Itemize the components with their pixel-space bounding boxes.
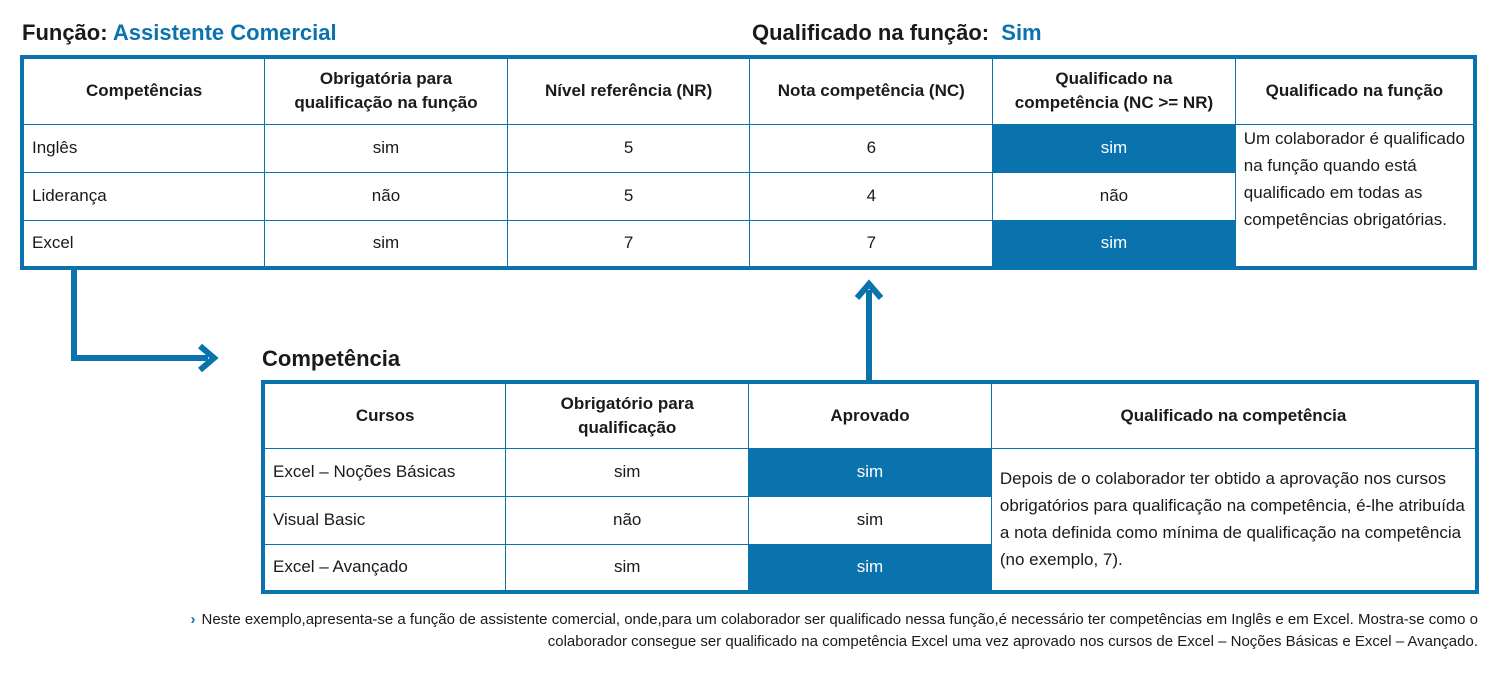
cell-nc: 6 bbox=[750, 124, 993, 172]
footnote-line-1 bbox=[30, 609, 1478, 631]
cell-nc: 7 bbox=[750, 220, 993, 268]
cell-qualificado-highlight: sim bbox=[993, 124, 1236, 172]
cell-aprovado-highlight: sim bbox=[749, 544, 992, 592]
cell-obrigatoria: sim bbox=[265, 124, 508, 172]
competencia-title: Competência bbox=[262, 346, 401, 371]
cell-competencia: Excel bbox=[22, 220, 265, 268]
column-header: Qualificado na função bbox=[1235, 57, 1475, 124]
cell-curso: Visual Basic bbox=[263, 496, 506, 544]
footnote-text-1: Neste exemplo,apresenta-se a função de assistente comercial, onde,para um colaborador ser qualificado nessa função,é necessário ter competências em Inglês e em Excel. Mostra-se como o bbox=[201, 611, 1478, 628]
cell-aprovado: sim bbox=[749, 496, 992, 544]
cell-obrigatoria: sim bbox=[265, 220, 508, 268]
table-header-row bbox=[263, 382, 1477, 448]
chevron-right-icon: › bbox=[190, 611, 196, 628]
column-header: Obrigatório para qualificação bbox=[506, 382, 749, 448]
cursos-table bbox=[261, 380, 1479, 594]
footnote-line-2: colaborador consegue ser qualificado na competência Excel uma vez aprovado nos cursos de Excel – Noções Básicas e Excel – Avançado. bbox=[547, 633, 1478, 650]
funcao-value: Assistente Comercial bbox=[112, 20, 337, 45]
column-header: Nota competência (NC) bbox=[750, 57, 993, 124]
qualificado-funcao-note: Um colaborador é qualificado na função quando está qualificado em todas as competências obrigatórias. bbox=[1235, 124, 1475, 268]
cell-nr: 5 bbox=[507, 172, 750, 220]
cell-nc: 4 bbox=[750, 172, 993, 220]
column-header: Cursos bbox=[263, 382, 506, 448]
qualificado-funcao-value: Sim bbox=[1001, 20, 1042, 45]
cell-curso: Excel – Noções Básicas bbox=[263, 448, 506, 496]
arrow-up-icon bbox=[857, 284, 881, 380]
cell-obrigatorio: não bbox=[506, 496, 749, 544]
cell-qualificado: não bbox=[993, 172, 1236, 220]
cell-competencia: Inglês bbox=[22, 124, 265, 172]
column-header: Nível referência (NR) bbox=[507, 57, 750, 124]
cell-qualificado-highlight: sim bbox=[993, 220, 1236, 268]
cell-nr: 5 bbox=[507, 124, 750, 172]
cell-obrigatorio: sim bbox=[506, 544, 749, 592]
column-header: Aprovado bbox=[749, 382, 992, 448]
column-header: Qualificado na competência (NC >= NR) bbox=[993, 57, 1236, 124]
column-header: Obrigatória para qualificação na função bbox=[265, 57, 508, 124]
cell-curso: Excel – Avançado bbox=[263, 544, 506, 592]
cell-obrigatoria: não bbox=[265, 172, 508, 220]
qualificado-competencia-note: Depois de o colaborador ter obtido a aprovação nos cursos obrigatórios para qualificação na competência, é-lhe atribuída a nota definida como mínima de qualificação na competência (no exemplo, 7). bbox=[991, 448, 1477, 592]
table-row bbox=[263, 448, 1477, 496]
funcao-label: Função: bbox=[22, 20, 108, 45]
column-header: Qualificado na competência bbox=[991, 382, 1477, 448]
cell-competencia: Liderança bbox=[22, 172, 265, 220]
cell-aprovado-highlight: sim bbox=[749, 448, 992, 496]
footnote bbox=[30, 609, 1478, 653]
cell-nr: 7 bbox=[507, 220, 750, 268]
column-header: Competências bbox=[22, 57, 265, 124]
cell-obrigatorio: sim bbox=[506, 448, 749, 496]
arrow-right-icon bbox=[74, 268, 214, 370]
qualificado-funcao-label: Qualificado na função: bbox=[752, 20, 990, 45]
